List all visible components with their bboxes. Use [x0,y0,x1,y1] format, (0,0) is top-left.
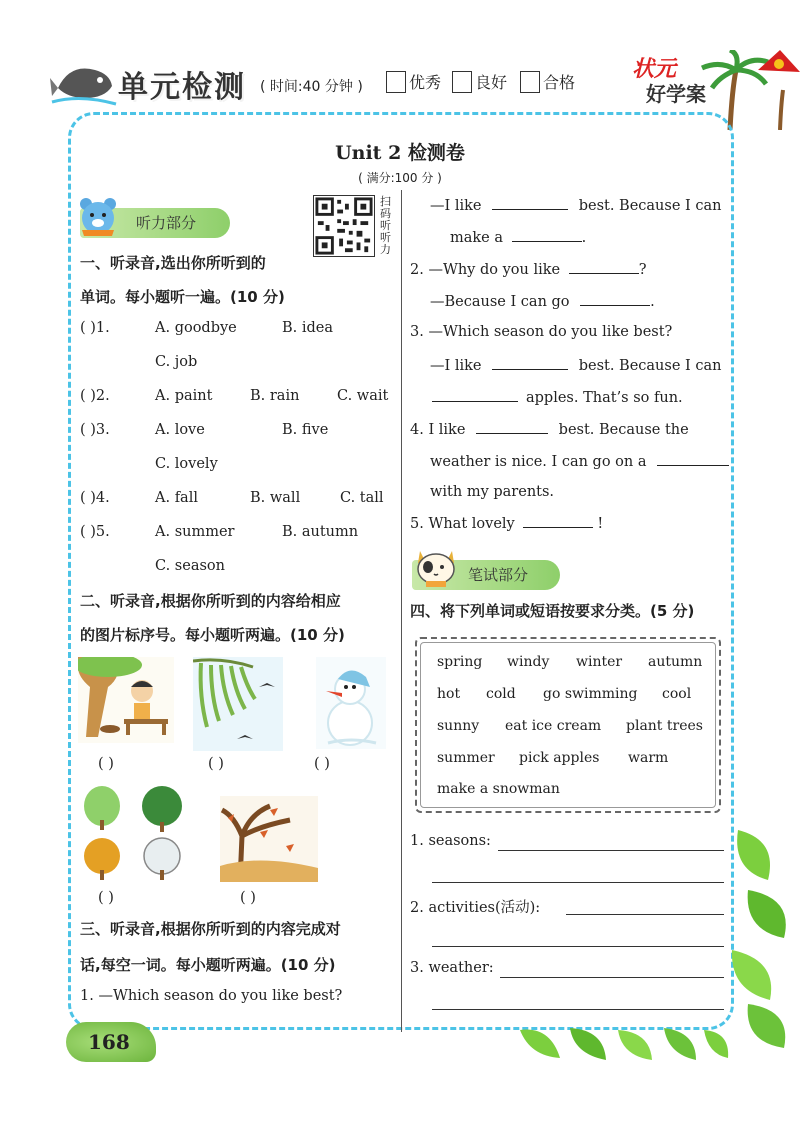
checkbox-pass[interactable] [520,71,540,93]
word-item: go swimming [543,686,638,702]
listening-section-tag: 听力部分 [80,208,230,238]
unit-test-title: 单元检测 [118,62,246,106]
writing-section-tag: 笔试部分 [412,560,560,590]
page-number-badge [66,1022,156,1062]
qr-code-icon[interactable] [313,195,375,257]
item-number[interactable]: ( )2. [80,388,110,404]
word-item: cool [662,686,692,702]
option-c: C. job [155,354,198,370]
category-activities-label: 2. activities(活动): [410,900,541,916]
blank-input[interactable] [492,196,568,210]
option-a: A. paint [155,388,213,404]
part2-heading-line2: 的图片标序号。每小题听两遍。(10 分) [80,626,345,644]
page-number: 168 [88,1030,130,1054]
part3-q1-question: 1. —Which season do you like best? [80,988,343,1004]
activities-answer-line-2[interactable] [432,946,724,947]
word-item: winter [576,654,623,670]
part3-q4-line3: with my parents. [430,484,555,500]
time-limit: ( 时间:40 分钟 ) [260,79,363,95]
picture2-answer[interactable]: ( ) [208,756,224,772]
activities-answer-line[interactable] [566,914,724,915]
option-b: B. autumn [282,524,359,540]
scan-qr-label: 扫码听听力 [380,195,391,256]
option-c: C. wait [337,388,389,404]
checkbox-excellent[interactable] [386,71,406,93]
option-c: C. lovely [155,456,218,472]
fish-mascot-icon [50,58,120,108]
seasons-answer-line-2[interactable] [432,882,724,883]
part3-q2-question: 2. —Why do you like ? [410,262,647,278]
full-score: ( 满分:100 分 ) [358,171,442,185]
autumn-tree-picture [220,796,318,882]
part3-q3-answer-line2: apples. That’s so fun. [432,388,683,406]
four-seasons-trees-picture [78,782,188,882]
part3-q3-question: 3. —Which season do you like best? [410,324,673,340]
option-b: B. idea [282,320,334,336]
part3-heading-line1: 三、听录音,根据你所听到的内容完成对 [80,920,341,938]
word-item: cold [486,686,516,702]
part1-heading-line2: 单词。每小题听一遍。(10 分) [80,288,285,306]
part1-heading-line1: 一、听录音,选出你所听到的 [80,254,266,272]
picture3-answer[interactable]: ( ) [314,756,330,772]
picture5-answer[interactable]: ( ) [240,890,256,906]
checkbox-good[interactable] [452,71,472,93]
blank-input[interactable] [657,452,729,466]
part3-q3-answer: —I like best. Because I can [430,358,722,374]
item-number[interactable]: ( )5. [80,524,110,540]
bear-mascot-icon [76,196,120,238]
brand-name: 状元 [632,57,677,82]
weather-answer-line-2[interactable] [432,1009,724,1010]
boy-under-tree-picture [78,657,174,743]
grade-pass[interactable]: 合格 [520,70,575,93]
part2-heading-line1: 二、听录音,根据你所听到的内容给相应 [80,592,341,610]
word-item: eat ice cream [505,718,602,734]
part3-heading-line2: 话,每空一词。每小题听两遍。(10 分) [80,956,336,974]
option-c: C. tall [340,490,384,506]
blank-input[interactable] [523,514,593,528]
blank-input[interactable] [492,356,568,370]
seasons-answer-line[interactable] [498,850,724,851]
item-number[interactable]: ( )3. [80,422,110,438]
picture1-answer[interactable]: ( ) [98,756,114,772]
word-item: summer [437,750,495,766]
paper-title: Unit 2 检测卷 [335,142,465,164]
grade-good[interactable]: 良好 [452,70,507,93]
leaves-bottom-decoration-icon [520,1024,730,1064]
category-seasons-label: 1. seasons: [410,833,491,849]
blank-input[interactable] [432,388,518,402]
category-weather-label: 3. weather: [410,960,494,976]
blank-input[interactable] [569,260,639,274]
blank-input[interactable] [580,292,650,306]
word-item: sunny [437,718,480,734]
word-item: pick apples [519,750,600,766]
word-item: hot [437,686,461,702]
leaves-decoration-icon [718,820,800,1050]
option-b: B. five [282,422,329,438]
word-item: autumn [648,654,703,670]
part3-q4-line2: weather is nice. I can go on a [430,452,729,470]
option-a: A. summer [155,524,235,540]
picture4-answer[interactable]: ( ) [98,890,114,906]
brand-subtitle: 好学案 [646,82,706,106]
willow-swallows-picture [193,657,283,751]
option-c: C. season [155,558,225,574]
grade-excellent[interactable]: 优秀 [386,70,441,93]
cat-mascot-icon [412,545,460,589]
snowman-picture [316,657,386,749]
weather-answer-line[interactable] [500,977,724,978]
word-item: windy [507,654,550,670]
option-a: A. goodbye [155,320,237,336]
word-item: warm [628,750,669,766]
item-number[interactable]: ( )4. [80,490,110,506]
option-b: B. rain [250,388,300,404]
item-number[interactable]: ( )1. [80,320,110,336]
word-item: spring [437,654,483,670]
part3-q5: 5. What lovely ! [410,516,604,532]
word-item: plant trees [626,718,703,734]
part3-q1-answer-line2: make a . [450,230,587,246]
part4-heading: 四、将下列单词或短语按要求分类。(5 分) [410,602,695,620]
word-item: make a snowman [437,781,560,797]
blank-input[interactable] [476,420,548,434]
blank-input[interactable] [512,228,582,242]
part3-q1-answer-line: —I like best. Because I can [430,198,722,214]
option-a: A. fall [155,490,198,506]
part3-q2-answer: —Because I can go . [430,294,655,310]
option-b: B. wall [250,490,301,506]
option-a: A. love [155,422,205,438]
column-divider [401,190,402,1032]
page-header [0,0,800,120]
part3-q4-line1: 4. I like best. Because the [410,422,689,438]
